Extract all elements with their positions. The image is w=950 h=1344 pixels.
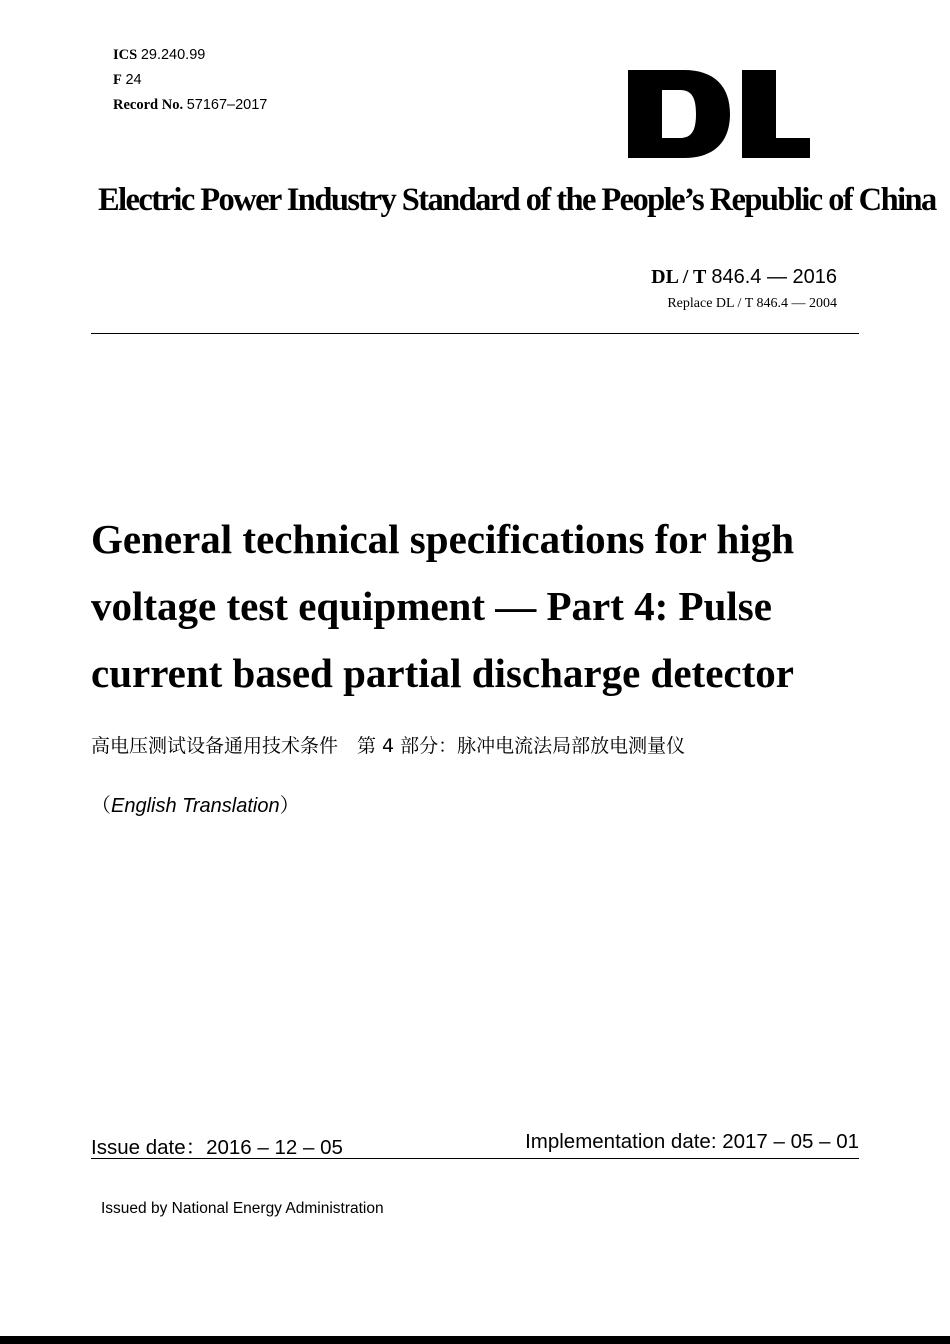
f-value: 24 bbox=[125, 72, 142, 88]
paren-open: （ bbox=[91, 795, 111, 817]
top-divider bbox=[91, 333, 859, 334]
dl-logo-icon bbox=[626, 66, 812, 160]
issued-by: Issued by National Energy Administration bbox=[101, 1200, 384, 1217]
replace-standard: Replace DL / T 846.4 — 2004 bbox=[667, 296, 837, 311]
translation-note bbox=[91, 789, 300, 818]
chinese-title: 高电压测试设备通用技术条件 第 4 部分：脉冲电流法局部放电测量仪 bbox=[91, 735, 686, 757]
bottom-divider bbox=[91, 1158, 859, 1159]
ics-value: 29.240.99 bbox=[140, 47, 206, 63]
translation-text: English Translation bbox=[111, 795, 280, 817]
record-row bbox=[113, 93, 267, 118]
record-value: 57167–2017 bbox=[186, 97, 268, 113]
ics-row bbox=[113, 43, 267, 68]
title-line-2: voltage test equipment — Part 4: Pulse bbox=[91, 583, 772, 629]
document-title bbox=[91, 506, 871, 707]
classification-block bbox=[113, 43, 267, 118]
record-label: Record No. bbox=[113, 97, 184, 113]
standard-banner: Electric Power Industry Standard of the People’s Republic of China bbox=[98, 182, 936, 218]
implementation-date: Implementation date: 2017 – 05 – 01 bbox=[525, 1130, 859, 1153]
standard-code: DL / T bbox=[651, 266, 707, 288]
standard-number bbox=[651, 266, 837, 289]
standard-num: 846.4 — 2016 bbox=[711, 266, 837, 288]
ics-label: ICS bbox=[113, 47, 138, 63]
paren-close: ） bbox=[279, 795, 300, 817]
f-row bbox=[113, 68, 267, 93]
page-bottom-edge bbox=[0, 1336, 950, 1344]
f-label: F bbox=[113, 72, 122, 88]
title-line-3: current based partial discharge detector bbox=[91, 650, 794, 696]
title-line-1: General technical specifications for high bbox=[91, 516, 795, 562]
issue-date: Issue date：2016 – 12 – 05 bbox=[91, 1136, 343, 1159]
